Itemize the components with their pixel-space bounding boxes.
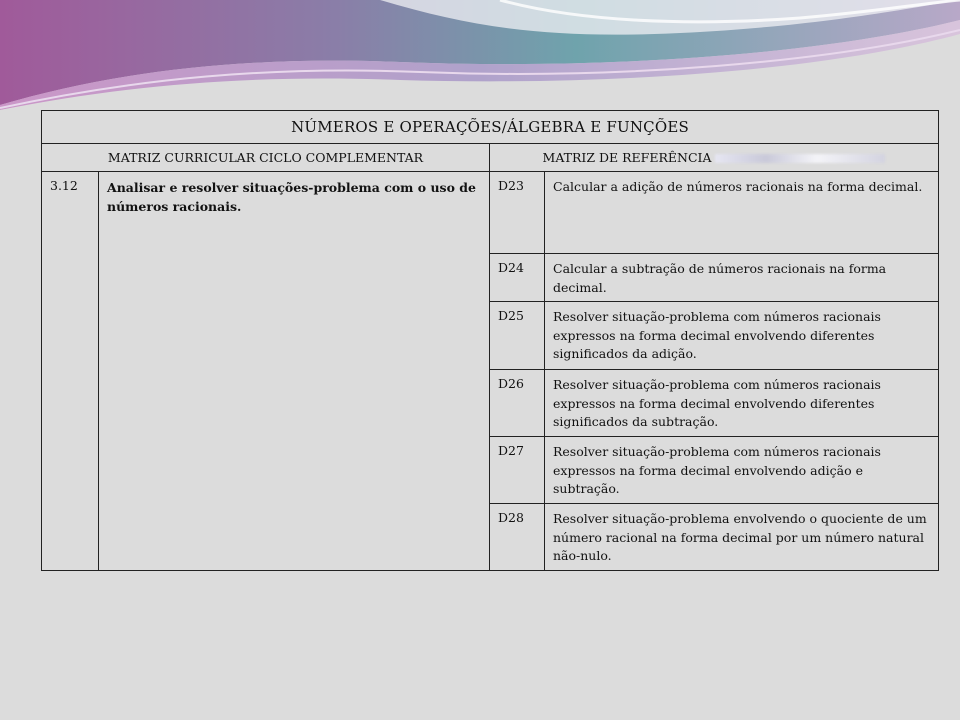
descriptor-code: D24 [490, 254, 545, 302]
descriptor-text: Calcular a subtração de números racionais na forma decimal. [545, 254, 939, 302]
curriculum-table [41, 110, 939, 571]
header-curriculum-matrix: MATRIZ CURRICULAR CICLO COMPLEMENTAR [42, 144, 490, 172]
decorative-banner [0, 0, 960, 110]
descriptor-code: D23 [490, 172, 545, 254]
descriptor-code: D25 [490, 302, 545, 370]
descriptor-text: Resolver situação-problema envolvendo o quociente de um número racional na forma decimal por um número natural não-nulo. [545, 504, 939, 571]
descriptor-code: D28 [490, 504, 545, 571]
descriptor-text: Calcular a adição de números racionais na forma decimal. [545, 172, 939, 254]
redacted-mark [715, 154, 885, 163]
descriptor-text: Resolver situação-problema com números racionais expressos na forma decimal envolvendo diferentes significados da adição. [545, 302, 939, 370]
descriptor-text: Resolver situação-problema com números racionais expressos na forma decimal envolvendo diferentes significados da subtração. [545, 370, 939, 437]
header-reference-matrix [490, 144, 939, 172]
table-title: NÚMEROS E OPERAÇÕES/ÁLGEBRA E FUNÇÕES [42, 111, 939, 144]
skill-number: 3.12 [42, 172, 99, 571]
header-reference-label: MATRIZ DE REFERÊNCIA [542, 150, 712, 165]
skill-description: Analisar e resolver situações-problema com o uso de números racionais. [99, 172, 490, 571]
descriptor-code: D27 [490, 437, 545, 504]
descriptor-text: Resolver situação-problema com números racionais expressos na forma decimal envolvendo adição e subtração. [545, 437, 939, 504]
descriptor-code: D26 [490, 370, 545, 437]
